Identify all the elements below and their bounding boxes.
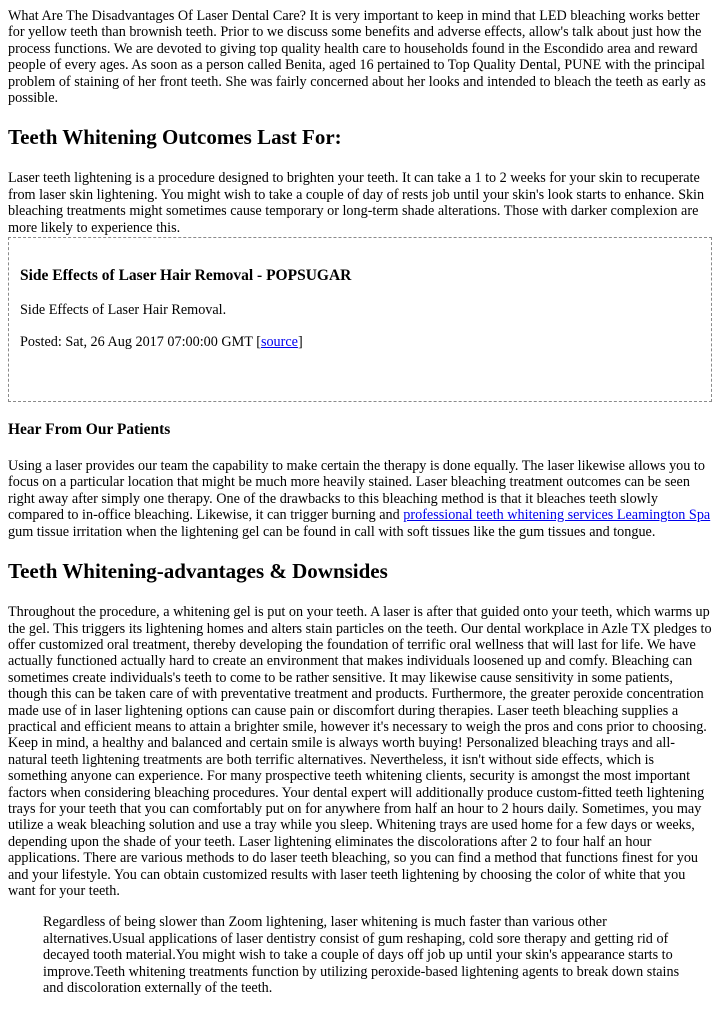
embed-title: Side Effects of Laser Hair Removal - POPSUGAR — [20, 267, 352, 285]
blockquote: Regardless of being slower than Zoom lightening, laser whitening is much faster than various other alternatives.Usual applications of laser dentistry consist of gum reshaping, cold sore therapy and getting rid of decayed tooth material.You might wish to take a couple of days off job up until your skin's appearance starts to improve.Teeth whitening treatments function by utilizing peroxide-based lightening agents to break down stains and discoloration externally of the teeth. — [43, 914, 680, 997]
advantages-paragraph: Throughout the procedure, a whitening gel is put on your teeth. A laser is after that guided onto your teeth, which warms up the gel. This triggers its lightening homes and alters stain particles on the teeth. Our dental workplace in Azle TX pledges to offer customized oral treatment, thereby developing the foundation of terrific oral wellness that will last for life. We have actually functioned actually hard to create an environment that makes individuals loosened up and comfy. Bleaching can sometimes create individuals's teeth to come to be rather sensitive. It may likewise cause sensitivity in some patients, though this can be taken care of with preventative treatment and products. Furthermore, the greater peroxide concentration made use of in laser lightening options can cause pain or discomfort during therapies. Laser teeth bleaching supplies a practical and efficient means to attain a brighter smile, however it's necessary to weigh the pros and cons prior to choosing. Keep in mind, a healthy and balanced and certain smile is always worth buying! Personalized bleaching trays and all-natural teeth lightening treatments are both terrific alternatives. Nevertheless, it isn't without side effects, which is something anyone can experience. For many prospective teeth whitening clients, security is amongst the most important factors when considering bleaching procedures. Your dental expert will additionally produce custom-fitted teeth lightening trays for your teeth that you can comfortably put on for anywhere from half an hour to 2 hours daily. Sometimes, you may utilize a weak bleaching solution and use a tray while you sleep. Whitening trays are used home for a few days or weeks, depending upon the shade of your teeth. Laser lightening eliminates the discolorations after 2 to four half an hour applications. There are various methods to do laser teeth bleaching, so you can find a method that functions finest for you and your lifestyle. You can obtain customized results with laser teeth lightening by choosing the color of white that you want for your teeth. — [8, 604, 712, 899]
section-heading-patients: Hear From Our Patients — [8, 421, 171, 439]
source-link[interactable]: source — [260, 334, 298, 351]
embed-summary: Side Effects of Laser Hair Removal. — [20, 302, 227, 319]
patients-text-before-link: Using a laser provides our team the capability to make certain the therapy is done equally. The laser likewise allows you to focus on a particular location that might be much more heavily stained. Laser bleaching treatment outcomes can be seen right away after simply one therapy. One of the drawbacks to this bleaching method is that it bleaches teeth slowly compared to in-office bleaching. Likewise, it can trigger burning and — [8, 458, 705, 524]
patients-paragraph — [8, 458, 712, 540]
embed-posted-line — [20, 334, 700, 350]
section-heading-advantages: Teeth Whitening-advantages & Downsides — [8, 559, 388, 584]
embedded-news-box — [8, 237, 712, 402]
embed-posted-suffix: ] — [297, 334, 303, 351]
section-heading-outcomes: Teeth Whitening Outcomes Last For: — [8, 125, 342, 150]
embed-posted-date: Posted: Sat, 26 Aug 2017 07:00:00 GMT [ — [20, 334, 261, 351]
patients-text-after-link: gum tissue irritation when the lightening gel can be found in call with soft tissues like the gum tissues and tongue. — [8, 523, 656, 540]
teeth-whitening-services-link[interactable]: professional teeth whitening services Leamington Spa — [403, 507, 711, 524]
intro-paragraph: What Are The Disadvantages Of Laser Dental Care? It is very important to keep in mind that LED bleaching works better for yellow teeth than brownish teeth. Prior to we discuss some benefits and adverse effects, allow's talk about just how the process functions. We are devoted to giving top quality health care to households found in the Escondido area and reward people of every ages. As soon as a person called Benita, aged 16 pertained to Top Quality Dental, PUNE with the principal problem of staining of her front teeth. She was fairly concerned about her looks and intended to bleach the teeth as early as possible. — [8, 8, 706, 107]
outcomes-paragraph: Laser teeth lightening is a procedure designed to brighten your teeth. It can take a 1 to 2 weeks for your skin to recuperate from laser skin lightening. You might wish to take a couple of day of rests job until your skin's look starts to enhance. Skin bleaching treatments might sometimes cause temporary or long-term shade alterations. Those with darker complexion are more likely to experience this. — [8, 170, 705, 236]
